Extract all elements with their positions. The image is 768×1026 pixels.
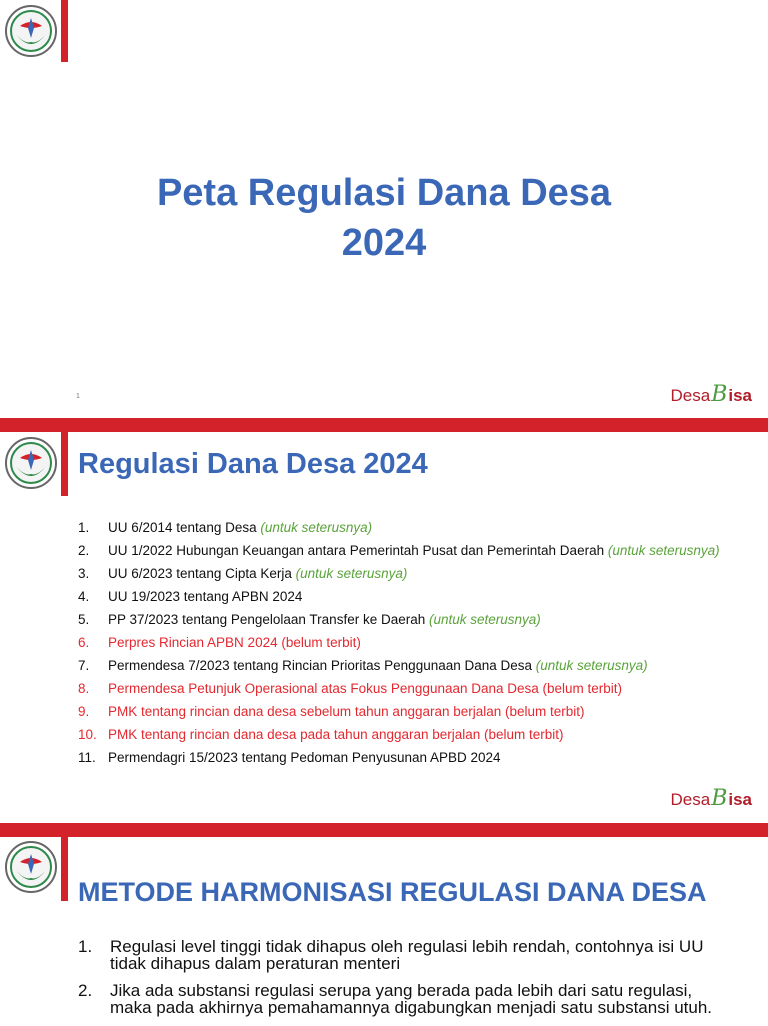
list-item: 7. Permendesa 7/2023 tentang Rincian Prioritas Penggunaan Dana Desa (untuk seterusnya) xyxy=(78,658,648,673)
list-item: 8. Permendesa Petunjuk Operasional atas Fokus Penggunaan Dana Desa (belum terbit) xyxy=(78,681,623,696)
list-item: 2. Jika ada substansi regulasi serupa yang berada pada lebih dari satu regulasi, maka pada akhirnya pemahamannya digabungkan menjadi satu substansi utuh. xyxy=(78,981,713,1017)
method-list xyxy=(78,938,718,1026)
page-number: 1 xyxy=(76,393,80,400)
header-accent-bar xyxy=(61,432,68,496)
regulation-list xyxy=(78,520,728,773)
header-accent-bar xyxy=(61,837,68,901)
list-item: 6. Perpres Rincian APBN 2024 (belum terbit) xyxy=(78,635,361,650)
list-item: 11. Permendagri 15/2023 tentang Pedoman Penyusunan APBD 2024 xyxy=(78,750,501,765)
ministry-emblem-icon xyxy=(4,840,58,894)
slide-title: Peta Regulasi Dana Desa 2024 xyxy=(156,172,612,264)
list-item: 3. UU 6/2023 tentang Cipta Kerja (untuk seterusnya) xyxy=(78,566,408,581)
slide-title: METODE HARMONISASI REGULASI DANA DESA xyxy=(78,877,707,907)
desa-bisa-logo: Desa B isa xyxy=(670,786,752,811)
list-item: 9. PMK tentang rincian dana desa sebelum tahun anggaran berjalan (belum terbit) xyxy=(78,704,585,719)
slide-separator xyxy=(0,823,768,837)
list-item: 5. PP 37/2023 tentang Pengelolaan Transfer ke Daerah (untuk seterusnya) xyxy=(78,612,541,627)
list-item: 2. UU 1/2022 Hubungan Keuangan antara Pemerintah Pusat dan Pemerintah Daerah (untuk seterusnya) xyxy=(78,543,720,558)
list-item: 10. PMK tentang rincian dana desa pada tahun anggaran berjalan (belum terbit) xyxy=(78,727,564,742)
header-accent-bar xyxy=(61,0,68,62)
desa-bisa-logo: Desa B isa xyxy=(670,382,752,407)
list-item: 1. UU 6/2014 tentang Desa (untuk seterusnya) xyxy=(78,520,373,535)
slide-separator xyxy=(0,418,768,432)
ministry-emblem-icon xyxy=(4,4,58,58)
list-item: 1. Regulasi level tinggi tidak dihapus oleh regulasi lebih rendah, contohnya isi UU tidak dihapus dalam peraturan menteri xyxy=(78,937,704,973)
ministry-emblem-icon xyxy=(4,436,58,490)
slide-title: Regulasi Dana Desa 2024 xyxy=(78,448,428,480)
slide-1 xyxy=(0,0,768,410)
list-item: 4. UU 19/2023 tentang APBN 2024 xyxy=(78,589,303,604)
